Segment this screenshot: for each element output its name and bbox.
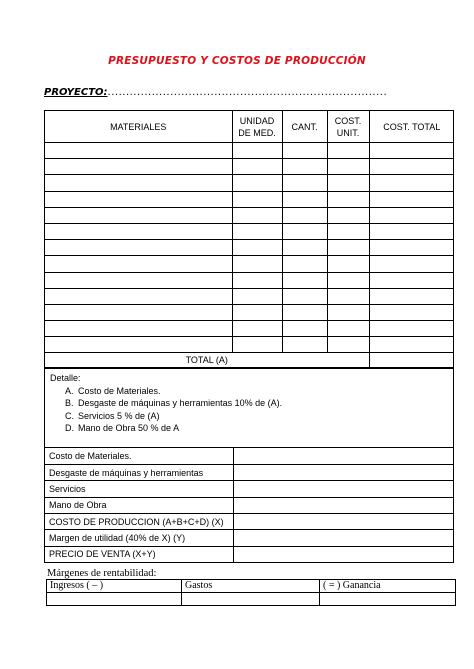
cell-cant[interactable] — [282, 175, 327, 191]
cell-unidad[interactable] — [232, 304, 282, 320]
list-text: Mano de Obra 50 % de A — [78, 423, 180, 434]
header-cost-unit — [327, 111, 369, 143]
cell-cost-unit[interactable] — [327, 337, 369, 353]
cell-material[interactable] — [45, 288, 232, 304]
cell-material[interactable] — [45, 240, 232, 256]
list-text: Desgaste de máquinas y herramientas 10% de (A). — [78, 398, 283, 409]
margenes-gastos-value[interactable] — [182, 593, 320, 606]
cell-cant[interactable] — [282, 207, 327, 223]
cell-unidad[interactable] — [232, 321, 282, 337]
cost-row-materiales — [45, 448, 454, 464]
header-unidad — [232, 111, 282, 143]
cell-cost-total[interactable] — [369, 175, 454, 191]
proyecto-fill-line[interactable]: ............................................................................ — [107, 87, 388, 98]
margenes-ganancia-label: ( = ) Ganancia — [320, 580, 456, 593]
table-row — [45, 240, 454, 256]
budget-form — [44, 110, 454, 563]
table-row — [45, 337, 454, 353]
proyecto-line — [44, 87, 387, 98]
cell-cant[interactable] — [282, 191, 327, 207]
cell-material[interactable] — [45, 256, 232, 272]
header-materiales: MATERIALES — [45, 111, 232, 143]
cost-row-value[interactable] — [233, 514, 454, 530]
table-row — [45, 143, 454, 159]
cell-cant[interactable] — [282, 272, 327, 288]
cell-cost-unit[interactable] — [327, 304, 369, 320]
cell-material[interactable] — [45, 207, 232, 223]
header-unidad-line2: DE MED. — [238, 127, 276, 138]
cell-cost-total[interactable] — [369, 240, 454, 256]
cell-unidad[interactable] — [232, 256, 282, 272]
header-unidad-line1: UNIDAD — [239, 115, 275, 126]
cell-material[interactable] — [45, 159, 232, 175]
cell-cost-total[interactable] — [369, 272, 454, 288]
cell-unidad[interactable] — [232, 159, 282, 175]
cell-material[interactable] — [45, 304, 232, 320]
cell-cost-unit[interactable] — [327, 272, 369, 288]
cost-row-value[interactable] — [233, 448, 454, 464]
materials-header-row — [45, 111, 454, 143]
list-letter: C. — [65, 410, 74, 421]
cell-cost-total[interactable] — [369, 321, 454, 337]
cell-unidad[interactable] — [232, 337, 282, 353]
cost-row-value[interactable] — [233, 464, 454, 480]
cell-cost-unit[interactable] — [327, 175, 369, 191]
detalle-list — [50, 385, 453, 435]
cost-row-value[interactable] — [233, 546, 454, 562]
cost-row-label: PRECIO DE VENTA (X+Y) — [45, 546, 233, 562]
cell-material[interactable] — [45, 223, 232, 239]
header-cant: CANT. — [282, 111, 327, 143]
table-row — [45, 304, 454, 320]
table-row — [45, 321, 454, 337]
total-a-label: TOTAL (A) — [45, 353, 369, 368]
cell-unidad[interactable] — [232, 240, 282, 256]
cell-cost-total[interactable] — [369, 337, 454, 353]
cost-row-value[interactable] — [233, 530, 454, 546]
cell-unidad[interactable] — [232, 175, 282, 191]
cell-unidad[interactable] — [232, 143, 282, 159]
table-row — [45, 288, 454, 304]
detalle-heading: Detalle: — [50, 373, 81, 384]
cost-row-servicios — [45, 481, 454, 497]
list-letter: A. — [65, 385, 74, 396]
list-text: Costo de Materiales. — [78, 385, 161, 396]
margenes-value-row — [47, 593, 456, 606]
cell-cost-total[interactable] — [369, 304, 454, 320]
list-text: Servicios 5 % de (A) — [78, 410, 160, 421]
cell-cost-total[interactable] — [369, 191, 454, 207]
total-row — [45, 353, 454, 368]
cell-cant[interactable] — [282, 304, 327, 320]
cell-unidad[interactable] — [232, 288, 282, 304]
cost-row-margen-utilidad — [45, 530, 454, 546]
cell-material[interactable] — [45, 143, 232, 159]
header-cost-unit-line2: UNIT. — [336, 127, 360, 138]
table-row — [45, 191, 454, 207]
cell-cost-unit[interactable] — [327, 159, 369, 175]
margenes-gastos-label: Gastos — [182, 580, 320, 593]
cost-row-value[interactable] — [233, 481, 454, 497]
table-row — [45, 256, 454, 272]
cell-unidad[interactable] — [232, 223, 282, 239]
cell-cant[interactable] — [282, 288, 327, 304]
cost-row-label: Mano de Obra — [45, 497, 233, 513]
detalle-box — [45, 368, 453, 447]
cell-material[interactable] — [45, 272, 232, 288]
margenes-ganancia-value[interactable] — [320, 593, 456, 606]
list-item — [63, 385, 453, 397]
table-row — [45, 272, 454, 288]
cell-unidad[interactable] — [232, 207, 282, 223]
cost-row-label: Margen de utilidad (40% de X) (Y) — [45, 530, 233, 546]
total-a-value[interactable] — [369, 353, 454, 368]
cell-cost-total[interactable] — [369, 256, 454, 272]
cost-row-precio-venta — [45, 546, 454, 562]
cell-unidad[interactable] — [232, 272, 282, 288]
list-letter: D. — [65, 423, 74, 434]
cell-cost-unit[interactable] — [327, 143, 369, 159]
cost-row-label: Desgaste de máquinas y herramientas — [45, 464, 233, 480]
list-letter: B. — [65, 398, 74, 409]
cell-cant[interactable] — [282, 159, 327, 175]
table-row — [45, 223, 454, 239]
cell-cost-unit[interactable] — [327, 256, 369, 272]
cell-cost-unit[interactable] — [327, 321, 369, 337]
document-title: PRESUPUESTO Y COSTOS DE PRODUCCIÓN — [108, 55, 366, 67]
margenes-ingresos-label: Ingresos ( – ) — [47, 580, 182, 593]
cell-material[interactable] — [45, 191, 232, 207]
list-item — [63, 397, 453, 409]
cell-cost-unit[interactable] — [327, 191, 369, 207]
cell-cost-unit[interactable] — [327, 240, 369, 256]
cost-row-label: Costo de Materiales. — [45, 448, 233, 464]
cell-cant[interactable] — [282, 337, 327, 353]
list-item — [63, 422, 453, 434]
cost-row-costo-produccion — [45, 514, 454, 530]
cell-cant[interactable] — [282, 143, 327, 159]
cost-row-value[interactable] — [233, 497, 454, 513]
cell-cost-total[interactable] — [369, 207, 454, 223]
cell-cant[interactable] — [282, 223, 327, 239]
cell-cost-unit[interactable] — [327, 207, 369, 223]
cell-material[interactable] — [45, 175, 232, 191]
cell-cost-total[interactable] — [369, 143, 454, 159]
cell-cant[interactable] — [282, 240, 327, 256]
table-row — [45, 175, 454, 191]
cell-cant[interactable] — [282, 256, 327, 272]
cell-cost-total[interactable] — [369, 159, 454, 175]
list-item — [63, 410, 453, 422]
cell-material[interactable] — [45, 321, 232, 337]
cost-row-mano-de-obra — [45, 497, 454, 513]
cost-row-desgaste — [45, 464, 454, 480]
proyecto-label: PROYECTO: — [44, 87, 108, 98]
table-row — [45, 207, 454, 223]
cost-row-label: COSTO DE PRODUCCION (A+B+C+D) (X) — [45, 514, 233, 530]
cell-material[interactable] — [45, 337, 232, 353]
cell-cost-total[interactable] — [369, 223, 454, 239]
cost-summary-table — [45, 447, 454, 562]
table-row — [45, 159, 454, 175]
margenes-table — [46, 579, 456, 606]
margenes-ingresos-value[interactable] — [47, 593, 182, 606]
cell-cost-unit[interactable] — [327, 288, 369, 304]
cost-row-label: Servicios — [45, 481, 233, 497]
margenes-header-row — [47, 580, 456, 593]
cell-cost-total[interactable] — [369, 288, 454, 304]
cell-unidad[interactable] — [232, 191, 282, 207]
header-cost-total: COST. TOTAL — [369, 111, 454, 143]
materials-table — [45, 111, 454, 368]
cell-cant[interactable] — [282, 321, 327, 337]
margenes-title: Márgenes de rentabilidad: — [47, 568, 157, 579]
cell-cost-unit[interactable] — [327, 223, 369, 239]
header-cost-unit-line1: COST. — [334, 115, 362, 126]
